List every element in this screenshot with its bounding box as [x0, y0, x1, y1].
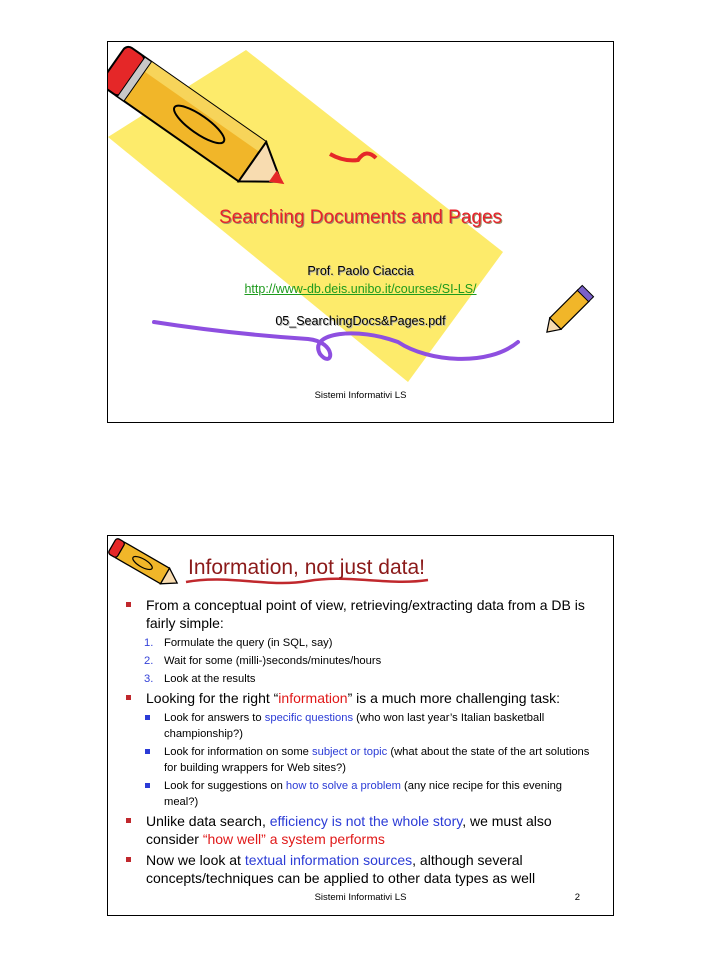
slide-title: Searching Documents and Pages: [218, 207, 503, 228]
text-run: , although several concepts/techniques can be applied to other data types as well: [146, 852, 536, 886]
sub-bullet: [124, 744, 594, 776]
numbered-item: [124, 635, 594, 651]
highlight: specific questions: [264, 712, 354, 724]
bullet-marker: [126, 695, 131, 700]
text-run: Looking for the right “: [146, 690, 279, 706]
bullet-marker: [126, 857, 131, 862]
sub-bullet: [124, 778, 594, 810]
slide-body: [124, 596, 594, 890]
item-text: Look at the results: [164, 673, 256, 685]
text-run: (who won last year’s Italian basketball championship?): [164, 712, 545, 740]
page-number: 2: [574, 892, 580, 903]
bullet-text: From a conceptual point of view, retrieving/extracting data from a DB is fairly simple:: [146, 597, 585, 631]
text-run: Look for answers to: [164, 712, 265, 724]
text-run: Look for suggestions on: [164, 780, 286, 792]
item-number: 1.: [144, 637, 154, 649]
numbered-item: [124, 671, 594, 687]
sub-bullet-marker: [145, 715, 150, 720]
slide-footer: Sistemi Informativi LS: [314, 892, 407, 903]
numbered-item: [124, 653, 594, 669]
author: Prof. Paolo Ciaccia: [307, 264, 414, 278]
sub-bullet-marker: [145, 749, 150, 754]
filename: 05_SearchingDocs&Pages.pdf: [275, 314, 446, 328]
text-run: Unlike data search,: [146, 813, 270, 829]
text-run: (any nice recipe for this evening meal?): [164, 780, 563, 808]
bullet-marker: [126, 818, 131, 823]
bullet-marker: [126, 602, 131, 607]
item-text: Formulate the query (in SQL, say): [164, 637, 333, 649]
decorative-background: [108, 42, 614, 423]
sub-bullet: [124, 710, 594, 742]
highlight: how to solve a problem: [285, 780, 401, 792]
highlight: efficiency is not the whole story: [269, 813, 463, 829]
bullet: [124, 596, 594, 632]
highlight: textual information sources: [244, 852, 413, 868]
text-run: (what about the state of the art solutions for building wrappers for Web sites?): [164, 746, 590, 774]
slide-footer: Sistemi Informativi LS: [314, 390, 407, 401]
highlight: information: [278, 690, 348, 706]
slide-title: Information, not just data!: [188, 556, 425, 579]
content-slide: [107, 535, 614, 916]
item-number: 2.: [144, 655, 154, 667]
text-run: , we must also consider: [146, 813, 552, 847]
bullet: [124, 812, 594, 848]
title-slide: [107, 41, 614, 423]
highlight: “how well” a system performs: [202, 831, 385, 847]
bullet: [124, 689, 594, 707]
text-run: ” is a much more challenging task:: [347, 690, 560, 706]
course-link[interactable]: http://www-db.deis.unibo.it/courses/SI-LS/: [244, 282, 477, 296]
highlight: subject or topic: [312, 746, 388, 758]
sub-bullet-marker: [145, 783, 150, 788]
item-text: Wait for some (milli-)seconds/minutes/hours: [164, 655, 382, 667]
bullet: [124, 851, 594, 887]
item-number: 3.: [144, 673, 154, 685]
text-run: Look for information on some: [164, 746, 312, 758]
text-run: Now we look at: [146, 852, 245, 868]
pencil-icon: [108, 538, 182, 591]
